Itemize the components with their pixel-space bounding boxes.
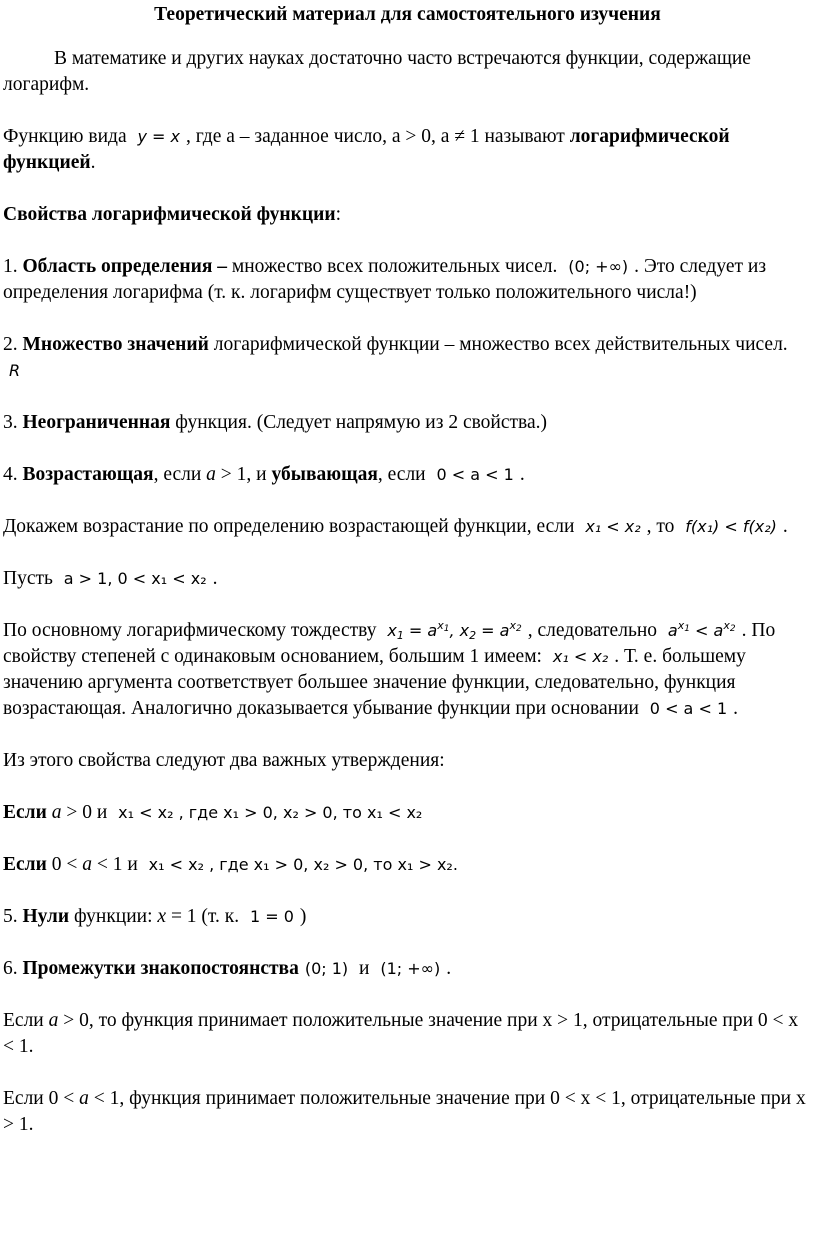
formula-domain-interval: (0; +∞) [568,257,629,276]
formula-x1-lt-x2-second: x₁ < x₂ [552,647,609,666]
proof-paragraph-2: Пусть a > 1, 0 < x₁ < x₂ . [3,568,218,589]
property-3-unbounded: 3. Неограниченная функция. (Следует напрямую из 2 свойства.) [3,412,548,433]
proof-paragraph-3: По основному логарифмическому тождеству $x_1 = a^{x_1}$, $x_2 = a^{x_2}$ , следовательно $a^{x_1} < a^{x_2}$ . По свойству степеней с одинаковым основанием, большим 1 имеем: x₁ < x₂ . Т. е. большему значению аргумента соответствует большее значение функции, следовательно, функция возрастающая. Аналогично доказывается убывание функции при основании 0 < a < 1 . [3,619,776,719]
formula-assumption: a > 1, 0 < x₁ < x₂ [63,569,207,588]
statement-1: Если a > 0 и x₁ < x₂ , где x₁ > 0, x₂ > 0, то x₁ < x₂ [3,800,812,826]
property-4-monotonic: 4. Возрастающая, если a > 1, и убывающая, если 0 < a < 1 . [3,464,525,485]
property-1-domain: 1. Область определения – множество всех положительных чисел. (0; +∞) . Это следует из определения логарифма (т. к. логарифм существует только положительного числа!) [3,256,767,303]
formula-interval-0-1: (0; 1) [304,959,349,978]
properties-heading: Свойства логарифмической функции: [3,204,341,225]
proof-paragraph-1: Докажем возрастание по определению возрастающей функции, если x₁ < x₂ , то f(x₁) < f(x₂) . [3,516,788,537]
formula-statement-1: x₁ < x₂ , где x₁ > 0, x₂ > 0, то x₁ < x₂ [118,803,423,822]
definition-paragraph: Функцию вида y = x , где а – заданное число, а > 0, а ≠ 1 называют логарифмической функцией. [3,126,730,173]
formula-real-numbers: R [9,361,21,380]
formula-base-range: 0 < a < 1 [436,465,514,484]
formula-base-range-second: 0 < a < 1 [649,699,728,718]
formula-log-identity: $x_1 = a^{x_1}$, $x_2 = a^{x_2}$ [387,619,522,642]
statement-2: Если 0 < a < 1 и x₁ < x₂ , где x₁ > 0, x₂ > 0, то x₁ > x₂. [3,852,812,878]
term-log-function: логарифмической функцией [3,126,730,173]
property-5-zeros: 5. Нули функции: x = 1 (т. к. 1 = 0 ) [3,906,307,927]
two-statements-intro: Из этого свойства следуют два важных утверждения: [3,750,445,771]
formula-interval-1-inf: (1; +∞) [380,959,441,978]
case-a-gt-1: Если a > 0, то функция принимает положительные значение при x > 1, отрицательные при 0 < x < 1. [3,1010,799,1057]
formula-log-one-zero: 1 = 0 [249,907,294,926]
property-6-sign-intervals: 6. Промежутки знакопостоянства (0; 1) и (1; +∞) . [3,958,452,979]
document-title: Теоретический материал для самостоятельного изучения [154,4,661,25]
property-2-range: 2. Множество значений логарифмической функции – множество всех действительных чисел. R [3,334,788,380]
case-a-lt-1: Если 0 < a < 1, функция принимает положительные значение при 0 < x < 1, отрицательные при x > 1. [3,1088,806,1135]
intro-paragraph: В математике и других науках достаточно часто встречаются функции, содержащие логарифм. [3,48,751,95]
formula-statement-2: x₁ < x₂ , где x₁ > 0, x₂ > 0, то x₁ > x₂. [148,855,458,874]
formula-x1-lt-x2: x₁ < x₂ [585,517,641,536]
formula-power-inequality: $a^{x_1} < a^{x_2}$ [667,619,736,640]
formula-f-x1-lt-f-x2: f(x₁) < f(x₂) [685,517,777,536]
formula-log-function: y = x [137,127,180,146]
